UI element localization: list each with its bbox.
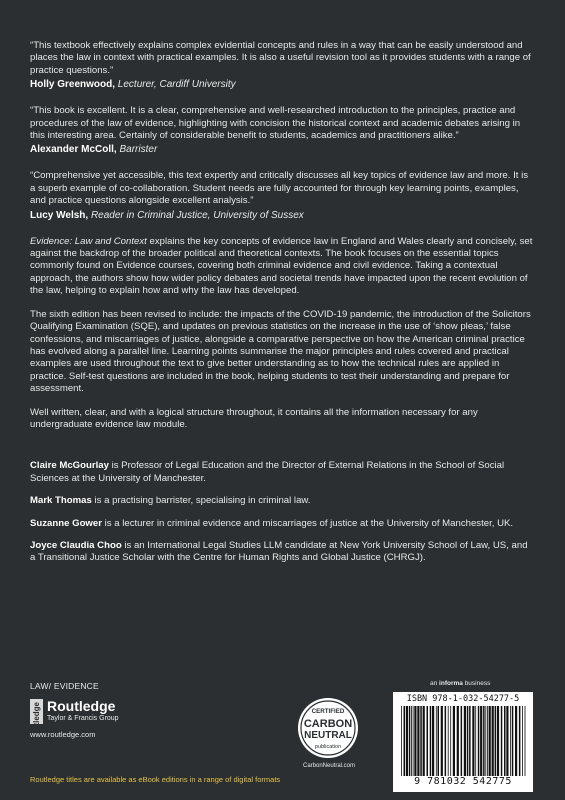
quote-3-attribution (30, 209, 535, 222)
ebook-note: Routledge titles are available as eBook editions in a range of digital formats (30, 775, 281, 784)
author-bio-4 (30, 540, 535, 565)
barcode-bar (495, 706, 497, 776)
barcode-bar (417, 706, 419, 776)
carbon-certified-label: CERTIFIED (311, 708, 345, 715)
barcode-bar (450, 706, 451, 776)
isbn-barcode (393, 692, 533, 792)
isbn-text: ISBN 978-1-032-54277-5 (406, 694, 520, 704)
barcode-bar (401, 706, 402, 776)
description-paragraph-3: Well written, clear, and with a logical structure throughout, it contains all the information necessary for any undergraduate evidence law module. (30, 406, 478, 430)
barcode-bar (497, 706, 499, 776)
publisher-website: www.routledge.com (30, 730, 96, 739)
barcode-bar (483, 706, 485, 776)
barcode-bar (413, 706, 414, 776)
barcode-bar (438, 706, 440, 776)
quote-3-name: Lucy Welsh, (30, 209, 89, 221)
informa-brand: informa (439, 680, 463, 687)
barcode-bar (478, 706, 480, 776)
barcode-bar (487, 706, 488, 776)
description-paragraph-1 (30, 236, 535, 298)
description-paragraph-2: The sixth edition has been revised to include: the impacts of the COVID-19 pandemic, the introduction of the Solicitors Qualifying Examination (SQE), and updates on previous statistics on the increase in the use of ‘show pleas,’ false confessions, and miscarriages of justice, alongside a comparative perspective on how the American criminal practice has evolved along a parallel line. Learning points summarise the major principles and rules covered and practical examples are used throughout the text to give better understanding as to how the technical rules are applied in practice. Self-test questions are included in the book, helping students to test their understanding and prepare for assessment. (30, 308, 531, 395)
barcode-bar (512, 706, 514, 776)
barcode-bar (506, 706, 508, 776)
barcode-bar (467, 706, 469, 776)
informa-business-label (430, 680, 490, 687)
author-bio-2 (30, 495, 535, 507)
quote-1-attribution (30, 78, 535, 91)
publisher-name: Routledge (47, 698, 116, 714)
barcode-bars-icon (399, 706, 527, 776)
barcode-bar (430, 706, 432, 776)
barcode-bar (406, 706, 408, 776)
barcode-bar (522, 706, 523, 776)
barcode-bar (436, 706, 437, 776)
barcode-bar (448, 706, 449, 776)
quote-1-name: Holly Greenwood, (30, 79, 116, 91)
author-bio-text: is Professor of Legal Education and the Director of External Relations in the School of Social Sciences at the University of Manchester. (30, 460, 505, 484)
author-name: Claire McGourlay (30, 460, 109, 472)
informa-suffix: business (462, 680, 491, 687)
barcode-bar (445, 706, 447, 776)
description-p1-text: explains the key concepts of evidence law in England and Wales clearly and concisely, set against the backdrop of the broader political and theoretical contexts. The book focuses on the essential topics commonly found on Evidence courses, covering both criminal evidence and civil evidence. Taking a contextual approach, the authors show how wider policy debates and societal trends have impacted upon the recent evolution of the law, helping to explain how and why the law has developed. (30, 235, 533, 297)
author-name: Mark Thomas (30, 495, 92, 507)
barcode-bar (453, 706, 455, 776)
quote-3-text: “Comprehensive yet accessible, this text expertly and critically discusses all key topics of evidence law and more. It is a superb example of co-collaboration. Student needs are fully accounted for through key learning points, examples, and practice questions alongside excellent analysis.” (30, 170, 529, 207)
spacer (30, 442, 535, 460)
barcode-bar (414, 706, 416, 776)
quote-3-role: Reader in Criminal Justice, University of Sussex (90, 209, 304, 221)
barcode-bar (441, 706, 443, 776)
barcode-bar (475, 706, 476, 776)
author-name: Suzanne Gower (30, 517, 102, 529)
barcode-bar (501, 706, 503, 776)
routledge-mark-text: Routledge (32, 702, 41, 742)
barcode-bar (461, 706, 463, 776)
barcode-bar (519, 706, 521, 776)
barcode-bar (404, 706, 406, 776)
author-bio-text: is an International Legal Studies LLM candidate at New York University School of Law, US, and a Transitional Justice Scholar with the Centre for Human Rights and Global Justice (CHRGJ). (30, 539, 528, 564)
quote-2-name: Alexander McColl, (30, 144, 117, 156)
barcode-bar (423, 706, 425, 776)
author-bio-3 (30, 518, 535, 530)
barcode-bar (409, 706, 411, 776)
subject-category: LAW/ EVIDENCE (30, 681, 99, 691)
quote-2-attribution (30, 143, 535, 156)
barcode-bar (480, 706, 482, 776)
barcode-bar (464, 706, 466, 776)
barcode-bar (469, 706, 471, 776)
barcode-bar (510, 706, 511, 776)
barcode-bar (504, 706, 506, 776)
author-bio-text: is a lecturer in criminal evidence and miscarriages of justice at the University of Manchester, UK. (101, 517, 514, 529)
publisher-group: Taylor & Francis Group (47, 715, 119, 722)
barcode-bar (411, 706, 412, 776)
barcode-bar (427, 706, 429, 776)
carbon-neutral-badge-icon (296, 696, 360, 760)
barcode-bar (525, 706, 526, 776)
barcode-bar (489, 706, 491, 776)
quote-1-text: “This textbook effectively explains complex evidential concepts and rules in a way that can be easily understood and places the law in context with practical examples. It is also a useful revision tool as it provides students with a range of practice questions.” (30, 40, 531, 76)
barcode-bar (492, 706, 494, 776)
neutral-word: NEUTRAL (304, 730, 352, 741)
barcode-bar (432, 706, 434, 776)
quote-1-role: Lecturer, Cardiff University (117, 79, 236, 91)
barcode-bar (515, 706, 517, 776)
cover-text (30, 40, 535, 575)
routledge-mark-icon (30, 699, 43, 742)
barcode-bar (457, 706, 459, 776)
carbon-word: CARBON (303, 718, 353, 730)
carbon-neutral-url: CarbonNeutral.com (302, 763, 356, 769)
barcode-bar (420, 706, 422, 776)
quote-2-role: Barrister (119, 144, 158, 156)
informa-prefix: an (430, 680, 440, 687)
quote-2-text: “This book is excellent. It is a clear, comprehensive and well-researched introduction to the principles, practice and procedures of the law of evidence, highlighting with concision the historical context and academic debates arising in this interesting area. Certainly of considerable benefit to students, academics and practitioners alike.” (30, 105, 521, 142)
author-name: Joyce Claudia Choo (30, 539, 122, 551)
author-bio-1 (30, 460, 535, 485)
book-title: Evidence: Law and Context (30, 235, 147, 247)
barcode-bar (485, 706, 486, 776)
isbn-digits: 9 781032 542775 (414, 776, 512, 787)
barcode-bar (472, 706, 474, 776)
author-bio-text: is a practising barrister, specialising in criminal law. (91, 495, 311, 507)
carbon-publication-label: publication (314, 744, 342, 750)
